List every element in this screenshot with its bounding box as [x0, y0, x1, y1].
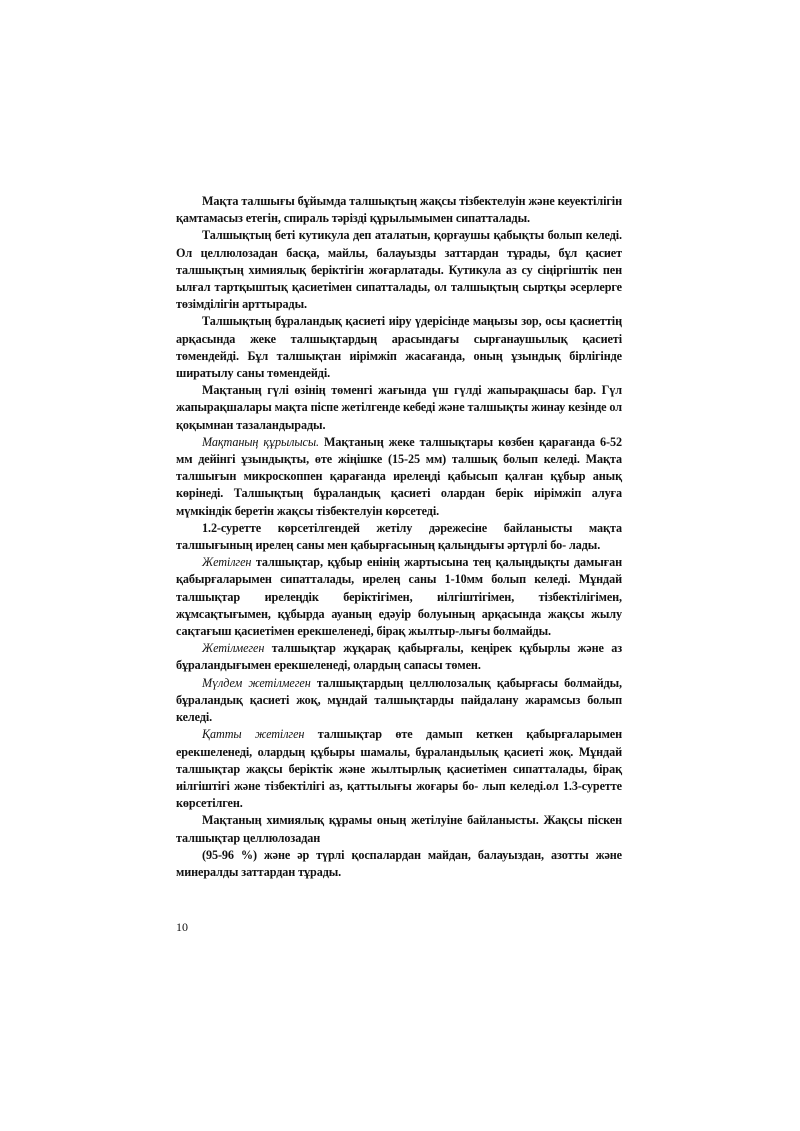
paragraph-2-text: Талшықтың беті кутикула деп аталатын, қорғаушы қабықты болып келеді. Ол целлюлозадан басқа, майлы, балауызды заттардан тұрады, бұл қасиет талшықтың химиялық беріктігін жоғарлатады. Кутикула аз су сіңіргіштік пен ылғал тартқыштық қасиетімен сипатталады, ол талшықтың сыртқы әсерлерге төзімділігін арттырады. [176, 228, 622, 312]
paragraph-4 [176, 382, 622, 434]
paragraph-9 [176, 675, 622, 727]
paragraph-9-italic: Мүлдем жетілмеген [202, 675, 311, 690]
paragraph-8-italic: Жетілмеген [202, 641, 265, 656]
page-number: 10 [176, 920, 188, 934]
paragraph-10-text: талшықтар өте дамып кеткен қабырғаларымен ерекшеленеді, олардың құбыры шамалы, бұраландылық қасиеті жоқ. Мұндай талшықтар жақсы беріктік және жылтырлық қасиетімен сипатталады, бірақ иілгіштігі және тізбектілігі аз, қаттылығы жоғары бо- лып келеді.ол 1.3-суретте көрсетілген. [176, 727, 623, 811]
paragraph-7-italic: Жетілген [202, 555, 252, 570]
paragraph-10-italic: Қатты жетілген [202, 727, 305, 742]
paragraph-3 [176, 313, 622, 382]
paragraph-9-text: талшықтардың целлюлозалық қабырғасы болмайды, бұраландық қасиеті жоқ, мұндай талшықтарды пайдалану жарамсыз болып келеді. [176, 675, 622, 725]
paragraph-5-text: Мақтаның жеке талшықтары көзбен қарағанда 6-52 мм дейінгі ұзындықты, өте жіңішке (15-25 мм) талшық болып келеді. Мақта талшығын микроскоппен қарағанда ирелеңді қабысып қалған құбыр анық көрінеді. Талшықтың бұраландық қасиеті олардан берік иірімжіп алуға мүмкіндік беретін жақсы тізбектелуін көрсетеді. [176, 434, 622, 518]
paragraph-7-text: талшықтар, құбыр енінің жартысына тең қалыңдықты дамыған қабырғаларымен сипатталады, ирелең саны 1-10мм болып келеді. Мұндай талшықтар ирелеңдік беріктігімен, иілгіштігімен, тізбектілігімен, жұмсақтығымен, құбырда ауаның едәуір болуының арқасында жақсы жылу сақтағыш қасиетімен ерекшеленеді, бірақ жылтыр-лығы болмайды. [176, 555, 622, 639]
paragraph-6-text: 1.2-суретте көрсетілгендей жетілу дәрежесіне байланысты мақта талшығының ирелең саны мен қабырғасының қалыңдығы әртүрлі бо- лады. [176, 520, 622, 553]
paragraph-7 [176, 554, 622, 640]
paragraph-6 [176, 520, 622, 554]
paragraph-4-text: Мақтаның гүлі өзінің төменгі жағында үш гүлді жапырақшасы бар. Гүл жапырақшалары мақта піспе жетілгенде кебеді және талшықты жинау кезінде ол қоқымнан тазаландырады. [176, 383, 622, 432]
paragraph-3-text: Талшықтың бұраландық қасиеті иіру үдерісінде маңызы зор, осы қасиеттің арқасында жеке талшықтардың арасындағы сырғанаушылық қасиеті төмендейді. Бұл талшықтан иірімжіп жасағанда, оның ұзындық бірлігінде ширатылу саны төмендейді. [176, 314, 622, 381]
paragraph-8-text: талшықтар жұқарақ қабырғалы, кеңірек құбырлы және аз бұраландығымен ерекшеленеді, олардың сапасы төмен. [176, 641, 622, 673]
paragraph-11-text: Мақтаның химиялық құрамы оның жетілуіне байланысты. Жақсы піскен талшықтар целлюлозадан [176, 813, 622, 845]
paragraph-1-text: Мақта талшығы бұйымда талшықтың жақсы тізбектелуін және кеуектілігін қамтамасыз етегін, спираль тәрізді құрылымымен сипатталады. [176, 194, 622, 226]
paragraph-1 [176, 193, 622, 227]
paragraph-2 [176, 227, 622, 313]
paragraph-10 [176, 726, 622, 812]
body-text [176, 193, 622, 881]
paragraph-8 [176, 640, 622, 674]
paragraph-5-italic: Мақтаның құрылысы. [202, 434, 319, 449]
paragraph-5 [176, 434, 622, 520]
paragraph-11 [176, 812, 622, 846]
paragraph-12-text: (95-96 %) және әр түрлі қоспалардан майдан, балауыздан, азотты және минералды заттардан тұрады. [176, 847, 622, 879]
paragraph-12 [176, 847, 622, 881]
